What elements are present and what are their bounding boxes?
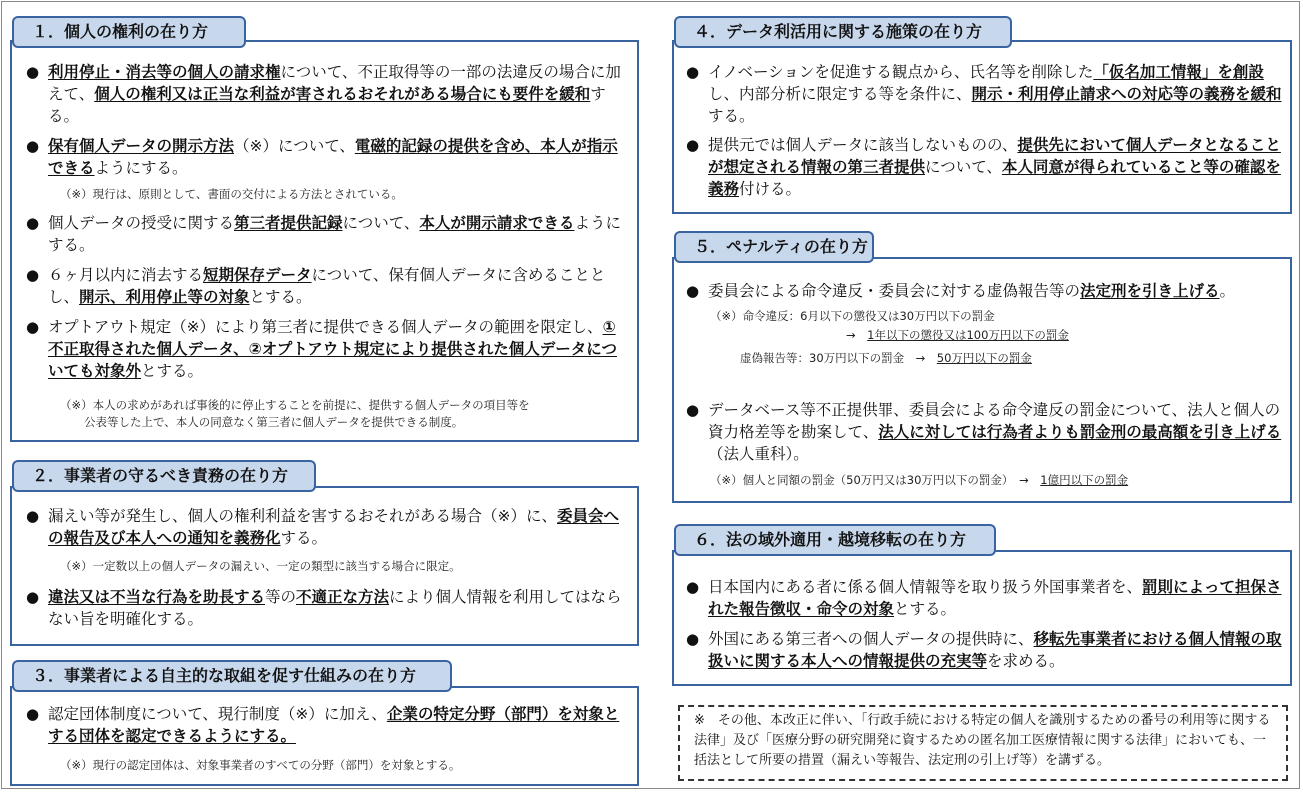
section-3-title: ３．事業者による自主的な取組を促す仕組みの在り方 xyxy=(12,660,452,692)
s5-item-1: ● 委員会による命令違反・委員会に対する虚偽報告等の法定刑を引き上げる。 xyxy=(686,282,1236,300)
s1-item-2: ● 保有個人データの開示方法（※）について、電磁的記録の提供を含め、本人が指示できるようにする。 xyxy=(26,137,618,177)
s4-item-1: ● イノベーションを促進する観点から、氏名等を削除した「仮名加工情報」を創設し、内部分析に限定する等を条件に、開示・利用停止請求への対応等の義務を緩和する。 xyxy=(686,63,1282,125)
s1-note-2: （※）現行は、原則として、書面の交付による方法とされている。 xyxy=(60,187,403,201)
s2-item-2: ● 違法又は不当な行為を助長する等の不適正な方法により個人情報を利用してはならない旨を明確化する。 xyxy=(26,588,622,628)
bullet-icon: ● xyxy=(26,214,40,232)
bullet-icon: ● xyxy=(686,63,700,81)
s5-item-2: ● データベース等不正提供罪、委員会による命令違反の罰金について、法人と個人の資力格差等を勘案して、法人に対しては行為者よりも罰金刑の最高額を引き上げる（法人重科）。 xyxy=(686,401,1282,463)
bullet-icon: ● xyxy=(26,318,40,336)
s1-note-5b: 公表等した上で、本人の同意なく第三者に個人データを提供できる制度。 xyxy=(84,415,464,429)
s3-note-1: （※）現行の認定団体は、対象事業者のすべての分野（部門）を対象とする。 xyxy=(60,758,461,772)
s1-item-3: ● 個人データの授受に関する第三者提供記録について、本人が開示請求できるようにする。 xyxy=(26,214,621,254)
s1-item-5: ● オプトアウト規定（※）により第三者に提供できる個人データの範囲を限定し、①不正取得された個人データ、②オプトアウト規定により提供された個人データについても対象外とする。 xyxy=(26,318,617,380)
bullet-icon: ● xyxy=(26,588,40,606)
arrow-icon: → xyxy=(846,328,856,342)
s2-item-1: ● 漏えい等が発生し、個人の権利利益を害するおそれがある場合（※）に、委員会への報告及び本人への通知を義務化する。 xyxy=(26,507,620,547)
s1-item-1: ● 利用停止・消去等の個人の請求権について、不正取得等の一部の法違反の場合に加えて、個人の権利又は正当な利益が害されるおそれがある場合にも要件を緩和する。 xyxy=(26,63,621,125)
section-2-title: ２．事業者の守るべき責務の在り方 xyxy=(12,460,316,492)
bullet-icon: ● xyxy=(686,282,700,300)
s2-note-1: （※）一定数以上の個人データの漏えい、一定の類型に該当する場合に限定。 xyxy=(60,559,461,573)
section-1-title: １．個人の権利の在り方 xyxy=(12,16,246,48)
s6-item-1: ● 日本国内にある者に係る個人情報等を取り扱う外国事業者を、罰則によって担保された報告徴収・命令の対象とする。 xyxy=(686,578,1282,618)
bullet-icon: ● xyxy=(686,401,700,419)
s5-note-1a: （※）命令違反：6月以下の懲役又は30万円以下の罰金 xyxy=(710,309,995,323)
s5-note-1c: 虚偽報告等：30万円以下の罰金 → 50万円以下の罰金 xyxy=(740,351,1032,365)
section-4-title: ４．データ利活用に関する施策の在り方 xyxy=(674,16,1012,48)
bullet-icon: ● xyxy=(686,136,700,154)
s4-item-2: ● 提供元では個人データに該当しないものの、提供先において個人データとなることが想定される情報の第三者提供について、本人同意が得られていること等の確認を義務付ける。 xyxy=(686,136,1281,198)
s1-item-4: ● ６ヶ月以内に消去する短期保存データについて、保有個人データに含めることとし、開示、利用停止等の対象とする。 xyxy=(26,266,606,306)
section-6-title: ６．法の域外適用・越境移転の在り方 xyxy=(674,524,996,556)
bullet-icon: ● xyxy=(26,137,40,155)
s6-item-2: ● 外国にある第三者への個人データの提供時に、移転先事業者における個人情報の取扱いに関する本人への情報提供の充実等を求める。 xyxy=(686,630,1282,670)
bullet-icon: ● xyxy=(26,507,40,525)
bullet-icon: ● xyxy=(26,63,40,81)
bullet-icon: ● xyxy=(686,578,700,596)
bullet-icon: ● xyxy=(686,630,700,648)
bullet-icon: ● xyxy=(26,705,40,723)
s5-note-2: （※）個人と同額の罰金（50万円又は30万円以下の罰金） → 1億円以下の罰金 xyxy=(710,473,1129,487)
s5-note-1b: → 1年以下の懲役又は100万円以下の罰金 xyxy=(846,328,1069,342)
s3-item-1: ● 認定団体制度について、現行制度（※）に加え、企業の特定分野（部門）を対象とする団体を認定できるようにする。 xyxy=(26,705,620,745)
footnote-box: ※ その他、本改正に伴い、「行政手続における特定の個人を識別するための番号の利用等に関する法律」及び「医療分野の研究開発に資するための匿名加工医療情報に関する法律」においても、一括法として所要の措置（漏えい等報告、法定刑の引上げ等）を講ずる。 xyxy=(678,705,1288,781)
section-5-title: ５．ペナルティの在り方 xyxy=(674,231,874,263)
bullet-icon: ● xyxy=(26,266,40,284)
s1-note-5a: （※）本人の求めがあれば事後的に停止することを前提に、提供する個人データの項目等を xyxy=(60,398,530,412)
